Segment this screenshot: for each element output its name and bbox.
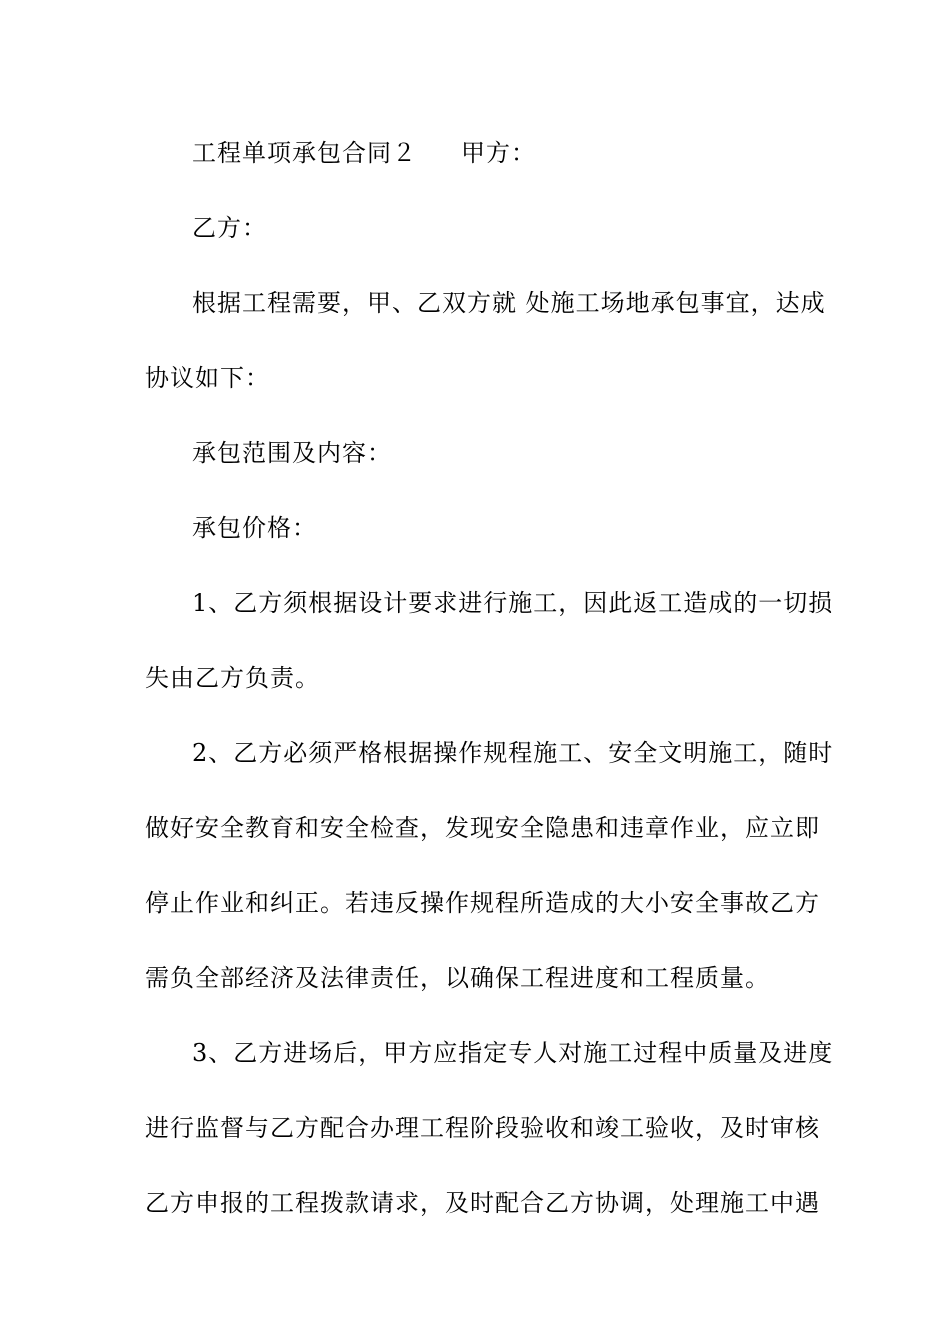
paragraph-intro-line-1: 根据工程需要，甲、乙双方就 处施工场地承包事宜，达成 (192, 289, 826, 317)
party-a-label: 甲方： (461, 139, 536, 167)
scope-heading: 承包范围及内容： (192, 439, 392, 467)
clause-3-line-1: 3、乙方进场后，甲方应指定专人对施工过程中质量及进度 (192, 1039, 834, 1067)
price-heading: 承包价格： (192, 514, 317, 542)
contract-title: 工程单项承包合同２ (192, 139, 417, 167)
paragraph-intro-line-2: 协议如下： (145, 364, 270, 392)
clause-2-line-2: 做好安全教育和安全检查，发现安全隐患和违章作业，应立即 (145, 814, 820, 842)
clause-2-line-3: 停止作业和纠正。若违反操作规程所造成的大小安全事故乙方 (145, 889, 820, 917)
clause-3-line-3: 乙方申报的工程拨款请求，及时配合乙方协调，处理施工中遇 (145, 1189, 820, 1217)
clause-2-line-1: 2、乙方必须严格根据操作规程施工、安全文明施工，随时 (192, 739, 834, 767)
clause-1-line-1: 1、乙方须根据设计要求进行施工，因此返工造成的一切损 (192, 589, 834, 617)
clause-3-line-2: 进行监督与乙方配合办理工程阶段验收和竣工验收，及时审核 (145, 1114, 820, 1142)
title-line (192, 137, 857, 169)
clause-1-line-2: 失由乙方负责。 (145, 664, 320, 692)
clause-2-line-4: 需负全部经济及法律责任，以确保工程进度和工程质量。 (145, 964, 770, 992)
party-b-label: 乙方： (192, 214, 267, 242)
